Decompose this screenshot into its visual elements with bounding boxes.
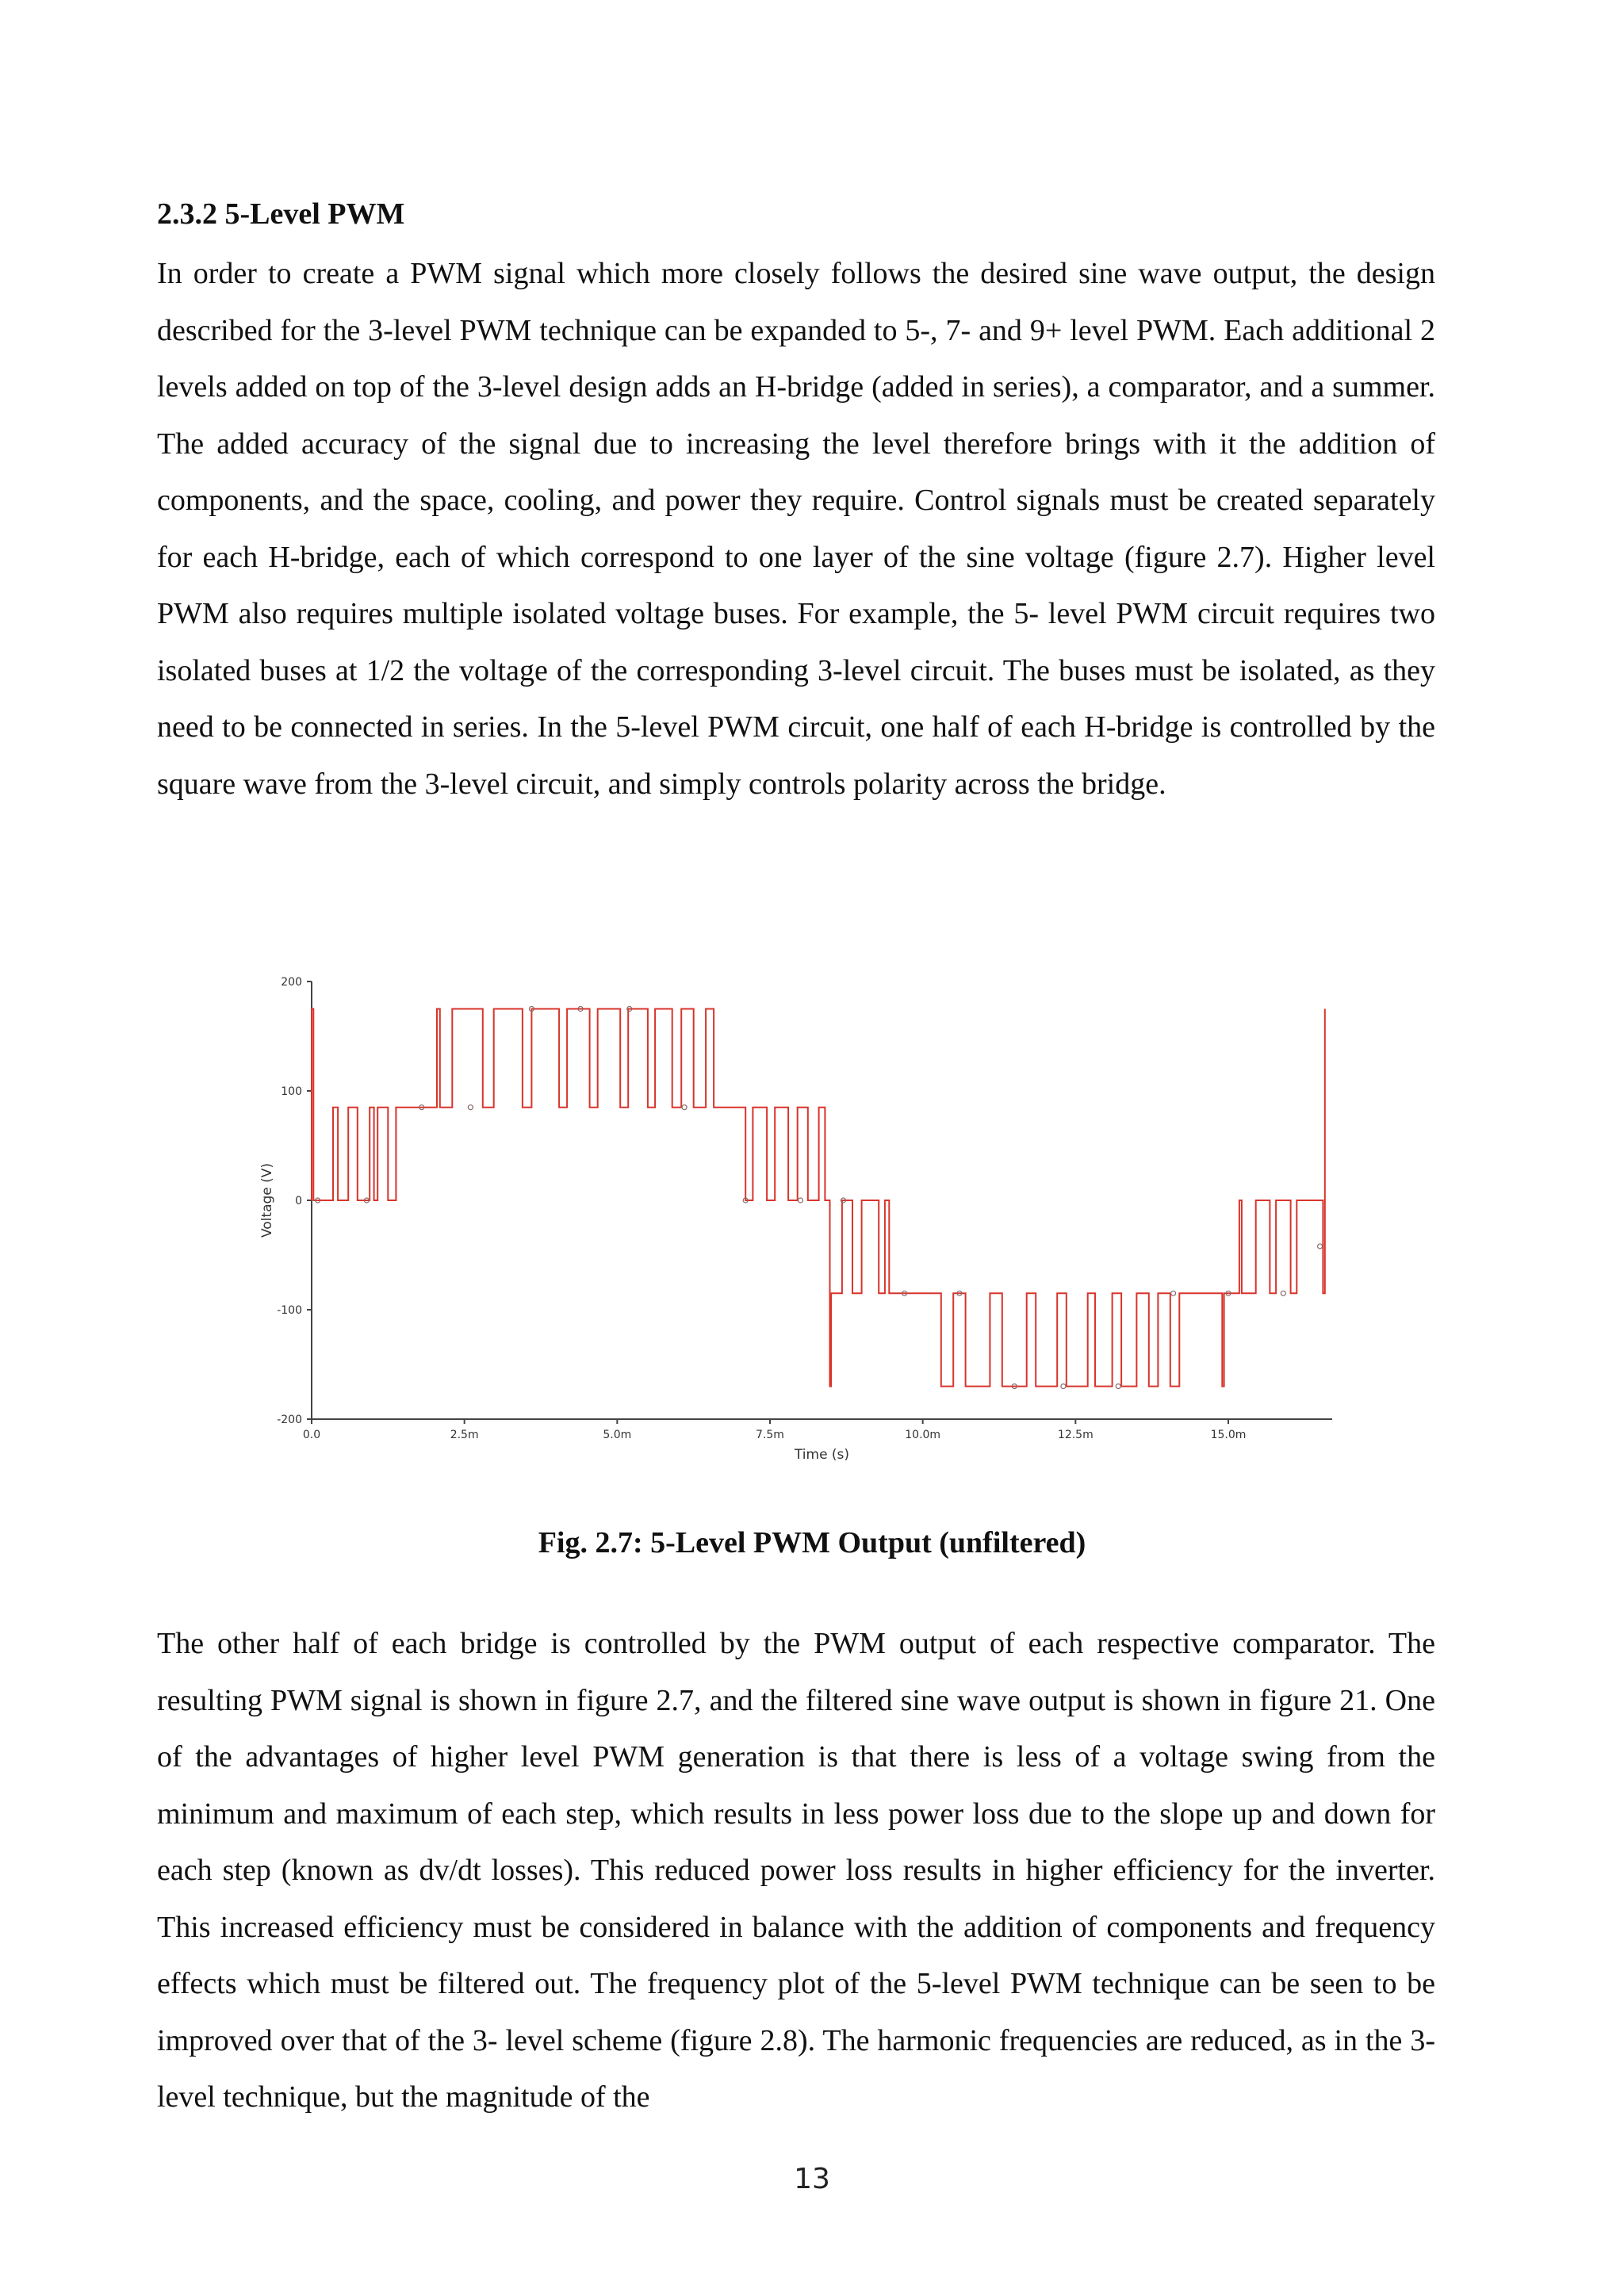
x-tick-label: 5.0m xyxy=(603,1429,632,1441)
body-paragraph-2: The other half of each bridge is controlled by the PWM output of each respective comparator. The resulting PWM signal is shown in figure 2.7, and the filtered sine wave output is shown in figure 21. One of the advantages of higher level PWM generation is that there is less of a voltage swing from the minimum and maximum of each step, which results in less power loss due to the slope up and down for each step (known as dv/dt losses). This reduced power loss results in higher efficiency for the inverter. This increased efficiency must be considered in balance with the addition of components and frequency effects which must be filtered out. The frequency plot of the 5-level PWM technique can be seen to be improved over that of the 3- level scheme (figure 2.8). The harmonic frequencies are reduced, as in the 3-level technique, but the magnitude of the xyxy=(157,1627,1435,2114)
chart-series xyxy=(312,1009,1325,1387)
x-tick-label: 15.0m xyxy=(1210,1429,1247,1441)
x-tick-label: 0.0 xyxy=(302,1429,321,1441)
y-tick-label: -100 xyxy=(277,1304,302,1317)
y-tick-label: 200 xyxy=(281,976,302,989)
y-tick-label: 100 xyxy=(281,1085,302,1098)
y-tick-label: -200 xyxy=(277,1414,302,1426)
data-point-marker xyxy=(1281,1291,1285,1295)
section-heading: 2.3.2 5-Level PWM xyxy=(157,197,405,231)
data-point-marker xyxy=(799,1198,803,1203)
page-number: 13 xyxy=(794,2163,830,2195)
data-point-marker xyxy=(682,1105,687,1110)
data-point-marker xyxy=(1171,1291,1176,1295)
figure-caption: Fig. 2.7: 5-Level PWM Output (unfiltered) xyxy=(538,1526,1086,1559)
y-axis-label: Voltage (V) xyxy=(259,1162,275,1238)
body-paragraph-1: In order to create a PWM signal which more closely follows the desired sine wave output, the design described for the 3-level PWM technique can be expanded to 5-, 7- and 9+ level PWM. Each additional 2 levels added on top of the 3-level design adds an H-bridge (added in series), a comparator, and a summer. The added accuracy of the signal due to increasing the level therefore brings with it the addition of components, and the space, cooling, and power they require. Control signals must be created separately for each H-bridge, each of which correspond to one layer of the sine voltage (figure 2.7). Higher level PWM also requires multiple isolated voltage buses. For example, the 5- level PWM circuit requires two isolated buses at 1/2 the voltage of the corresponding 3-level circuit. The buses must be isolated, as they need to be connected in series. In the 5-level PWM circuit, one half of each H-bridge is controlled by the square wave from the 3-level circuit, and simply controls polarity across the bridge. xyxy=(157,257,1435,801)
data-point-marker xyxy=(1061,1384,1066,1389)
y-tick-label: 0 xyxy=(295,1195,302,1207)
x-tick-label: 2.5m xyxy=(450,1429,479,1441)
pwm-output-chart xyxy=(254,967,1364,1475)
x-tick-label: 7.5m xyxy=(756,1429,784,1441)
data-point-marker xyxy=(468,1105,473,1110)
data-point-marker xyxy=(1318,1244,1323,1249)
x-tick-label: 10.0m xyxy=(905,1429,941,1441)
x-tick-label: 12.5m xyxy=(1057,1429,1094,1441)
x-axis-label: Time (s) xyxy=(794,1447,850,1463)
chart-axes xyxy=(259,976,1332,1463)
data-point-marker xyxy=(1116,1384,1120,1389)
series-line xyxy=(312,1009,1325,1387)
